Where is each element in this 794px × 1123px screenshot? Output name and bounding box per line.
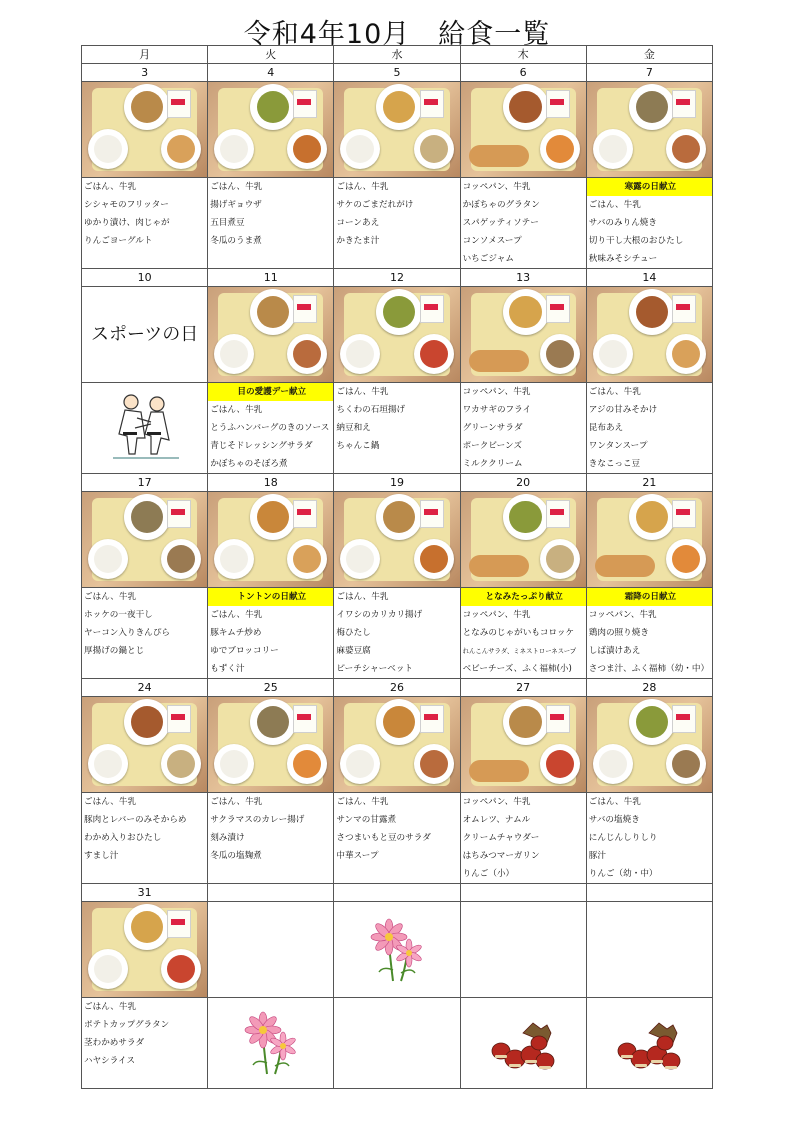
date-cell: 27 <box>460 679 586 697</box>
menu-item: 梅ひたし <box>336 628 371 638</box>
date-cell <box>208 884 334 902</box>
meal-tray-photo <box>461 697 586 792</box>
menu-item: サバのみりん焼き <box>588 218 657 228</box>
menu-item: さつま汁、ふく福柿（幼・中） <box>588 664 710 674</box>
menu-item: クリームチャウダー <box>462 833 540 843</box>
meal-tray-photo <box>82 492 207 587</box>
menu-item: れんこんサラダ、ミネストローネスープ <box>462 647 577 655</box>
menu-item: 豚キムチ炒め <box>210 628 262 638</box>
menu-item: 冬瓜の塩麹煮 <box>210 851 262 861</box>
menu-item: ゆでブロッコリー <box>210 646 279 656</box>
photo-cell <box>334 697 460 793</box>
menu-item: アジの甘みそかけ <box>588 405 658 415</box>
menu-item: 揚げギョウザ <box>210 200 262 210</box>
meal-tray-photo <box>82 902 207 997</box>
menu-item: かぼちゃのそぼろ煮 <box>210 459 288 469</box>
menu-item: ごはん、牛乳 <box>210 610 263 620</box>
menu-item: 茎わかめサラダ <box>84 1038 145 1048</box>
menu-cell <box>208 793 334 884</box>
date-cell: 12 <box>334 269 460 287</box>
chestnut-illustration <box>609 1013 689 1073</box>
photo-cell <box>586 902 712 998</box>
meal-tray-photo <box>461 287 586 382</box>
menu-item <box>82 1070 207 1088</box>
date-cell <box>586 884 712 902</box>
meal-tray-photo <box>587 697 712 792</box>
menu-cell <box>334 998 460 1089</box>
menu-cell <box>208 588 334 679</box>
date-cell: 26 <box>334 679 460 697</box>
photo-cell <box>460 697 586 793</box>
meal-tray-photo <box>334 287 459 382</box>
menu-cell <box>334 588 460 679</box>
menu-item <box>334 455 459 473</box>
meal-tray-photo <box>208 82 333 177</box>
menu-item <box>334 250 459 268</box>
menu-item: 切り干し大根のおひたし <box>588 236 684 246</box>
menu-item: ポークビーンズ <box>462 441 522 451</box>
menu-item: 納豆和え <box>336 423 371 433</box>
menu-item: サクラマスのカレー揚げ <box>210 815 305 825</box>
photo-cell <box>82 697 208 793</box>
menu-cell <box>460 588 586 679</box>
special-menu-badge: 霜降の日献立 <box>587 588 712 606</box>
menu-item: りんごヨーグルト <box>84 236 153 246</box>
menu-cell <box>586 178 712 269</box>
menu-item: かぼちゃのグラタン <box>462 200 540 210</box>
menu-item: イワシのカリカリ揚げ <box>336 610 423 620</box>
photo-cell <box>586 287 712 383</box>
menu-item: ちくわの石垣揚げ <box>336 405 406 415</box>
meal-tray-photo <box>82 697 207 792</box>
date-cell: 10 <box>82 269 208 287</box>
menu-cell <box>334 178 460 269</box>
date-cell: 3 <box>82 64 208 82</box>
menu-item: ごはん、牛乳 <box>336 797 389 807</box>
menu-item: 冬瓜のうま煮 <box>210 236 262 246</box>
menu-item: はちみつマーガリン <box>462 851 540 861</box>
photo-cell <box>334 492 460 588</box>
menu-item: 昆布あえ <box>588 423 624 433</box>
menu-item <box>82 660 207 678</box>
menu-item: 豚汁 <box>588 851 606 861</box>
date-cell: 6 <box>460 64 586 82</box>
photo-cell <box>460 492 586 588</box>
photo-cell <box>208 697 334 793</box>
menu-cell <box>82 588 208 679</box>
dow-tue: 火 <box>208 46 334 64</box>
menu-item: いちごジャム <box>462 254 514 264</box>
menu-item: サケのごまだれがけ <box>336 200 414 210</box>
dow-fri: 金 <box>586 46 712 64</box>
menu-item: コンソメスープ <box>462 236 522 246</box>
menu-item: 鶏肉の照り焼き <box>588 628 649 638</box>
lunch-calendar <box>81 45 713 1089</box>
menu-cell <box>208 383 334 474</box>
menu-item: 厚揚げの鍋とじ <box>84 646 145 656</box>
date-cell: 25 <box>208 679 334 697</box>
photo-cell <box>586 492 712 588</box>
date-cell: 4 <box>208 64 334 82</box>
menu-item: ごはん、牛乳 <box>588 797 641 807</box>
photo-cell <box>460 287 586 383</box>
menu-cell <box>460 793 586 884</box>
meal-tray-photo <box>461 82 586 177</box>
menu-item <box>208 865 333 883</box>
meal-tray-photo <box>82 82 207 177</box>
menu-cell <box>334 793 460 884</box>
photo-cell <box>586 697 712 793</box>
menu-item: 中華スープ <box>336 851 379 861</box>
photo-cell <box>460 902 586 998</box>
date-cell: 28 <box>586 679 712 697</box>
menu-item: きなこっこ豆 <box>588 459 641 469</box>
menu-item: 五目煮豆 <box>210 218 245 228</box>
cosmos-flower-illustration <box>367 915 427 985</box>
photo-cell <box>208 492 334 588</box>
menu-item: 秋味みそシチュー <box>588 254 658 264</box>
menu-item: りんご（小） <box>462 869 515 879</box>
menu-item: りんご（幼・中） <box>588 869 658 879</box>
menu-cell <box>460 383 586 474</box>
menu-item: ごはん、牛乳 <box>84 797 137 807</box>
date-cell: 17 <box>82 474 208 492</box>
photo-cell <box>82 902 208 998</box>
judo-kids-illustration <box>105 388 185 468</box>
menu-cell <box>586 588 712 679</box>
date-cell: 13 <box>460 269 586 287</box>
menu-item: ごはん、牛乳 <box>84 592 137 602</box>
menu-cell <box>208 178 334 269</box>
menu-item: ワンタンスープ <box>588 441 648 451</box>
menu-item: ハヤシライス <box>84 1056 136 1066</box>
menu-item: ごはん、牛乳 <box>336 387 389 397</box>
menu-item: わかめ入りおひたし <box>84 833 162 843</box>
date-cell: 11 <box>208 269 334 287</box>
menu-item: ピーチシャーベット <box>336 664 414 674</box>
menu-item <box>208 250 333 268</box>
menu-item: ポテトカップグラタン <box>84 1020 170 1030</box>
menu-item: とうふハンバーグのきのソース <box>210 423 330 433</box>
menu-cell <box>586 793 712 884</box>
meal-tray-photo <box>208 697 333 792</box>
menu-item: ごはん、牛乳 <box>84 1002 137 1012</box>
photo-cell <box>208 902 334 998</box>
menu-item: ごはん、牛乳 <box>210 405 263 415</box>
date-cell: 14 <box>586 269 712 287</box>
photo-cell <box>334 82 460 178</box>
date-cell: 21 <box>586 474 712 492</box>
date-cell: 31 <box>82 884 208 902</box>
meal-tray-photo <box>334 697 459 792</box>
menu-item: ごはん、牛乳 <box>336 182 389 192</box>
menu-item: 青じそドレッシングサラダ <box>210 441 313 451</box>
menu-item: コッペパン、牛乳 <box>462 797 531 807</box>
menu-item: コッペパン、牛乳 <box>462 610 531 620</box>
menu-item: すまし汁 <box>84 851 119 861</box>
meal-tray-photo <box>334 82 459 177</box>
holiday-label: スポーツの日 <box>90 324 199 345</box>
meal-tray-photo <box>587 287 712 382</box>
cosmos-flower-illustration <box>241 1008 301 1078</box>
date-cell: 24 <box>82 679 208 697</box>
photo-cell <box>82 287 208 383</box>
photo-cell <box>82 492 208 588</box>
menu-item: スパゲッティソテー <box>462 218 539 228</box>
photo-cell <box>82 82 208 178</box>
photo-cell <box>334 287 460 383</box>
menu-item: 麻婆豆腐 <box>336 646 371 656</box>
menu-item: ごはん、牛乳 <box>210 182 263 192</box>
menu-item: ごはん、牛乳 <box>84 182 137 192</box>
menu-item: サンマの甘露煮 <box>336 815 397 825</box>
meal-tray-photo <box>208 492 333 587</box>
date-cell: 5 <box>334 64 460 82</box>
dow-thu: 木 <box>460 46 586 64</box>
date-cell: 7 <box>586 64 712 82</box>
special-menu-badge: 寒露の日献立 <box>587 178 712 196</box>
menu-item: ミルククリーム <box>462 459 523 469</box>
menu-item: オムレツ、ナムル <box>462 815 531 825</box>
dow-wed: 水 <box>334 46 460 64</box>
meal-tray-photo <box>334 492 459 587</box>
menu-item <box>82 250 207 268</box>
menu-cell <box>82 178 208 269</box>
meal-tray-photo <box>461 492 586 587</box>
photo-cell <box>334 902 460 998</box>
date-cell <box>460 884 586 902</box>
menu-item: ごはん、牛乳 <box>210 797 263 807</box>
date-cell: 19 <box>334 474 460 492</box>
page-title: 令和4年10月 給食一覧 <box>243 19 551 50</box>
menu-item: ヤーコン入りきんぴら <box>84 628 170 638</box>
menu-cell <box>586 998 712 1089</box>
menu-cell <box>82 793 208 884</box>
menu-item: コーンあえ <box>336 218 380 228</box>
menu-item: ゆかり漬け、肉じゃが <box>84 218 170 228</box>
menu-cell <box>82 383 208 474</box>
date-cell: 20 <box>460 474 586 492</box>
menu-item <box>82 865 207 883</box>
date-cell <box>334 884 460 902</box>
menu-cell <box>208 998 334 1089</box>
meal-tray-photo <box>587 492 712 587</box>
special-menu-badge: となみたっぷり献立 <box>461 588 586 606</box>
menu-item: もずく汁 <box>210 664 245 674</box>
menu-item: シシャモのフリッター <box>84 200 169 210</box>
photo-cell <box>460 82 586 178</box>
menu-item: しば漬けあえ <box>588 646 641 656</box>
dow-mon: 月 <box>82 46 208 64</box>
meal-tray-photo <box>208 287 333 382</box>
menu-item: ごはん、牛乳 <box>336 592 389 602</box>
menu-cell <box>82 998 208 1089</box>
menu-item: サバの塩焼き <box>588 815 640 825</box>
menu-item: 豚肉とレバーのみそからめ <box>84 815 187 825</box>
menu-item: かきたま汁 <box>336 236 380 246</box>
menu-cell <box>460 998 586 1089</box>
meal-tray-photo <box>587 82 712 177</box>
photo-cell <box>586 82 712 178</box>
menu-item: グリーンサラダ <box>462 423 523 433</box>
menu-item: ベビーチーズ、ふく福柿(小) <box>462 664 572 674</box>
menu-item: にんじんしりしり <box>588 833 658 843</box>
menu-cell <box>460 178 586 269</box>
photo-cell <box>208 287 334 383</box>
menu-item: ごはん、牛乳 <box>588 200 641 210</box>
menu-item <box>334 865 459 883</box>
photo-cell <box>208 82 334 178</box>
menu-cell <box>334 383 460 474</box>
menu-item: コッペパン、牛乳 <box>462 387 531 397</box>
special-menu-badge: 目の愛護デー献立 <box>208 383 333 401</box>
chestnut-illustration <box>483 1013 563 1073</box>
special-menu-badge: トントンの日献立 <box>208 588 333 606</box>
date-cell: 18 <box>208 474 334 492</box>
menu-item: コッペパン、牛乳 <box>462 182 531 192</box>
menu-item: ごはん、牛乳 <box>588 387 641 397</box>
menu-item: さつまいもと豆のサラダ <box>336 833 431 843</box>
menu-item: ホッケの一夜干し <box>84 610 153 620</box>
menu-item: 刻み漬け <box>210 833 245 843</box>
menu-cell <box>586 383 712 474</box>
menu-item: コッペパン、牛乳 <box>588 610 657 620</box>
menu-item: ワカサギのフライ <box>462 405 532 415</box>
menu-item: となみのじゃがいもコロッケ <box>462 628 575 638</box>
menu-item: ちゃんこ鍋 <box>336 441 380 451</box>
